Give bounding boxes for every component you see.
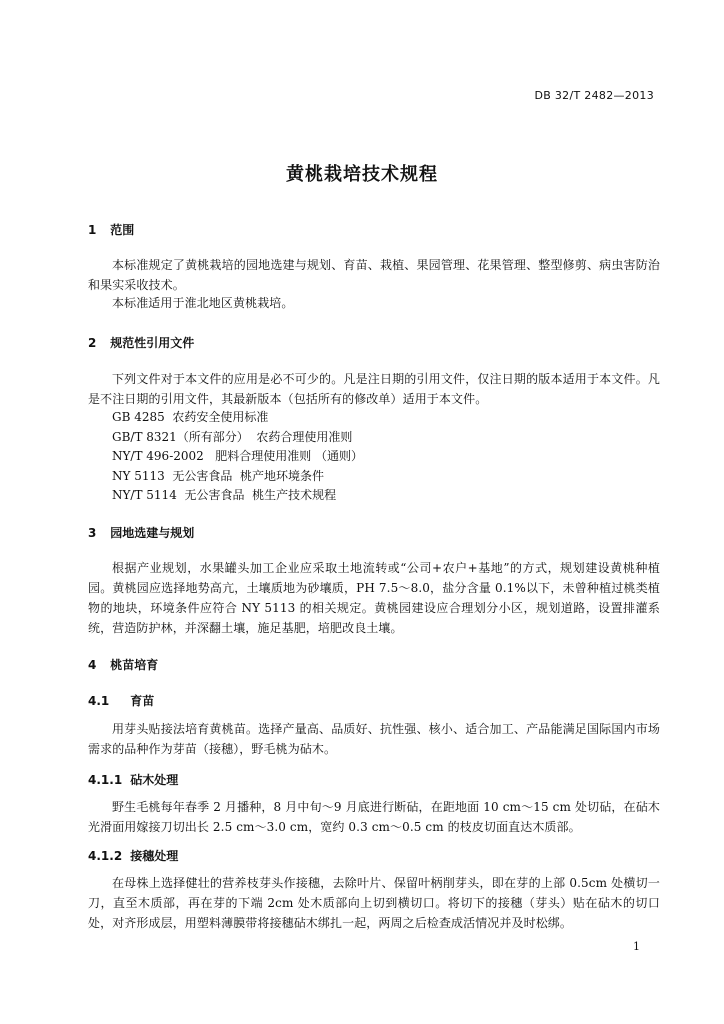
paragraph: 在母株上选择健壮的营养枝芽头作接穗，去除叶片、保留叶柄削芽头，即在芽的上部 0.5cm 处横切一刀，直至木质部，再在芽的下端 2cm 处木质部向上切到横切口。将切下的接穗（芽头）贴在砧木的切口处，对齐形成层，用塑料薄膜带将接穗砧木绑扎一起，两周之后检查成活情况并及时松绑。	[88, 876, 660, 930]
section-number: 3	[88, 526, 97, 540]
reference-item: GB 4285 农药安全使用标准	[112, 410, 269, 424]
section-heading-2	[88, 334, 194, 351]
paragraph: 野生毛桃每年春季 2 月播种，8 月中旬～9 月底进行断砧，在距地面 10 cm～15 cm 处切砧，在砧木光滑面用嫁接刀切出长 2.5 cm～3.0 cm，宽约 0.3 cm～0.5 cm 的枝皮切面直达木质部。	[88, 800, 660, 834]
subsection-heading-4-1-2	[88, 847, 178, 864]
reference-item: NY/T 5114 无公害食品 桃生产技术规程	[112, 488, 337, 502]
section-heading-4	[88, 656, 158, 673]
section-number: 1	[88, 223, 97, 237]
section-number: 2	[88, 336, 97, 350]
subsection-heading-4-1-1	[88, 771, 178, 788]
section-heading-3	[88, 524, 194, 541]
section-number: 4.1.1	[88, 773, 123, 787]
section-title: 范围	[110, 223, 135, 237]
paragraph: 用芽头贴接法培育黄桃苗。选择产量高、品质好、抗性强、核小、适合加工、产品能满足国际国内市场需求的品种作为芽苗（接穗），野毛桃为砧木。	[88, 722, 660, 756]
section-title: 桃苗培育	[110, 658, 159, 672]
standard-code: DB 32/T 2482—2013	[534, 89, 654, 102]
paragraph: 本标准适用于淮北地区黄桃栽培。	[112, 296, 294, 310]
section-number: 4.1.2	[88, 849, 123, 863]
reference-item: NY/T 496-2002 肥料合理使用准则 （通则）	[112, 449, 364, 463]
document-title: 黄桃栽培技术规程	[286, 164, 438, 185]
subsection-heading-4-1	[88, 692, 154, 709]
section-title: 砧木处理	[130, 773, 179, 787]
section-number: 4	[88, 658, 97, 672]
section-title: 规范性引用文件	[110, 336, 195, 350]
paragraph: 本标准规定了黄桃栽培的园地选建与规划、育苗、栽植、果园管理、花果管理、整型修剪、病虫害防治和果实采收技术。	[88, 258, 660, 292]
paragraph: 下列文件对于本文件的应用是必不可少的。凡是注日期的引用文件，仅注日期的版本适用于本文件。凡是不注日期的引用文件，其最新版本（包括所有的修改单）适用于本文件。	[88, 372, 660, 406]
section-heading-1	[88, 221, 134, 238]
paragraph: 根据产业规划，水果罐头加工企业应采取土地流转或“公司+农户+基地”的方式，规划建设黄桃种植园。黄桃园应选择地势高亢，土壤质地为砂壤质，PH 7.5～8.0，盐分含量 0.1%以下，未曾种植过桃类植物的地块，环境条件应符合 NY 5113 的相关规定。黄桃园建设应合理划分小区，规划道路，设置排灌系统，营造防护林，并深翻土壤，施足基肥，培肥改良土壤。	[88, 561, 660, 635]
reference-item: GB/T 8321（所有部分） 农药合理使用准则	[112, 430, 353, 444]
section-title: 接穗处理	[130, 849, 179, 863]
section-title: 育苗	[130, 694, 155, 708]
page-number: 1	[633, 940, 640, 953]
section-title: 园地选建与规划	[110, 526, 195, 540]
section-number: 4.1	[88, 694, 110, 708]
reference-item: NY 5113 无公害食品 桃产地环境条件	[112, 469, 325, 483]
